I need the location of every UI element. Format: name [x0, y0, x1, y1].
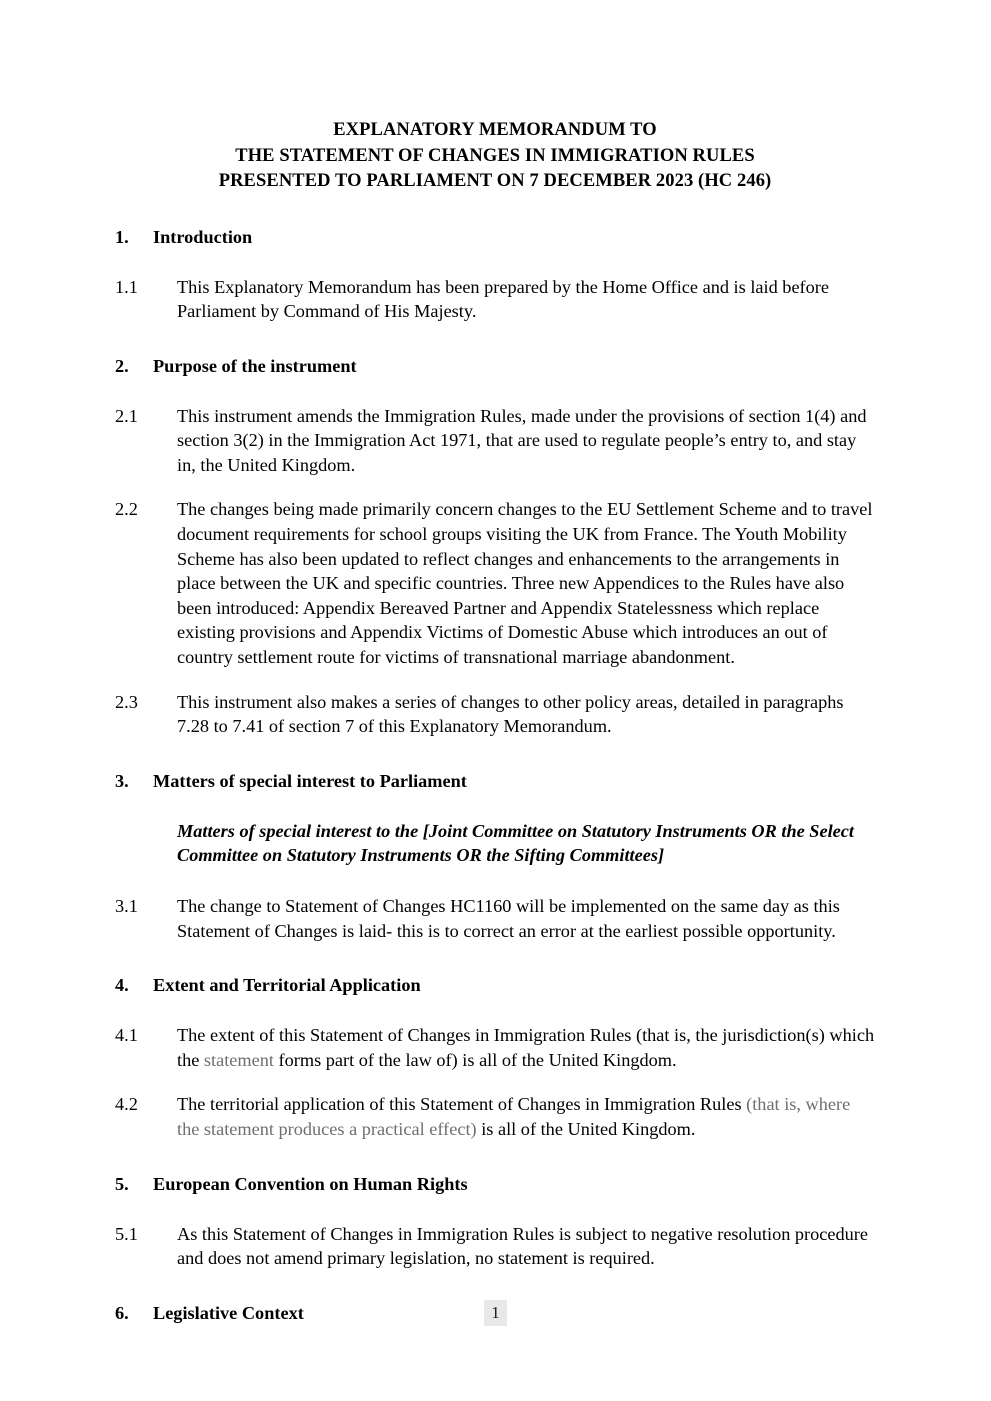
title-line-3: PRESENTED TO PARLIAMENT ON 7 DECEMBER 2023 (HC 246) — [218, 171, 772, 191]
paragraph-text — [177, 1023, 875, 1072]
section-label-2: Purpose of the instrument — [153, 355, 357, 376]
paragraph-3-1 — [115, 894, 875, 943]
paragraph-4-1 — [115, 1023, 875, 1072]
text-run: The extent of this Statement of Changes in Immigration Rules (that is, the jurisdiction(s) which the — [177, 1025, 875, 1070]
section-label-3: Matters of special interest to Parliament — [153, 770, 467, 791]
paragraph-number: 2.1 — [115, 405, 138, 426]
paragraph-1-1 — [115, 275, 875, 324]
paragraph-text: As this Statement of Changes in Immigration Rules is subject to negative resolution procedure and does not amend primary legislation, no statement is required. — [177, 1223, 869, 1269]
text-run: The territorial application of this Statement of Changes in Immigration Rules — [177, 1094, 747, 1115]
paragraph-text: The change to Statement of Changes HC1160 will be implemented on the same day as this Statement of Changes is laid- this is to correct an error at the earliest possible opportunity. — [177, 896, 840, 941]
section-label-5: European Convention on Human Rights — [153, 1173, 468, 1194]
paragraph-number: 5.1 — [115, 1223, 138, 1244]
section-label-6: Legislative Context — [153, 1302, 304, 1323]
section-heading-3 — [115, 769, 875, 793]
page-number: 1 — [484, 1300, 507, 1326]
paragraph-number: 4.2 — [115, 1094, 138, 1115]
paragraph-number: 1.1 — [115, 276, 138, 297]
paragraph-text: This instrument amends the Immigration Rules, made under the provisions of section 1(4) and section 3(2) in the Immigration Act 1971, that are used to regulate people’s entry to, and stay in, the United Kingdom. — [177, 405, 867, 475]
section-number-1: 1. — [115, 226, 129, 247]
paragraph-4-2 — [115, 1092, 875, 1141]
paragraph-number: 2.2 — [115, 499, 138, 520]
paragraph-number: 3.1 — [115, 896, 138, 916]
section-heading-5 — [115, 1172, 875, 1196]
section-number-2: 2. — [115, 355, 129, 376]
section-heading-2 — [115, 354, 875, 378]
page-footer — [0, 1300, 991, 1326]
section-label-1: Introduction — [153, 226, 253, 247]
paragraph-text: The changes being made primarily concern changes to the EU Settlement Scheme and to travel document requirements for school groups visiting the UK from France. The Youth Mobility Scheme has also been updated to reflect changes and enhancements to the arrangements in place between the UK and specific countries. Three new Appendices to the Rules have also been introduced: Appendix Bereaved Partner and Appendix Statelessness which replace existing provisions and Appendix Victims of Domestic Abuse which introduces an out of country settlement route for victims of transnational marriage abandonment. — [177, 499, 873, 668]
paragraph-text: This Explanatory Memorandum has been prepared by the Home Office and is laid before Parliament by Command of His Majesty. — [177, 276, 829, 322]
section-number-6: 6. — [115, 1302, 129, 1323]
section-number-4: 4. — [115, 975, 129, 996]
text-run-grey: statement — [203, 1049, 274, 1070]
title-line-1: EXPLANATORY MEMORANDUM TO — [333, 120, 657, 140]
paragraph-2-1 — [115, 404, 875, 478]
title-line-2: THE STATEMENT OF CHANGES IN IMMIGRATION RULES — [235, 145, 755, 166]
section-3-note: Matters of special interest to the [Joint Committee on Statutory Instruments OR the Select Committee on Statutory Instruments OR the Sifting Committees] — [177, 820, 854, 866]
paragraph-text — [177, 1092, 875, 1141]
paragraph-5-1 — [115, 1222, 875, 1271]
text-run: forms part of the law of) is all of the United Kingdom. — [273, 1049, 677, 1070]
text-run-grey: (that is, where the statement produces a practical effect) — [177, 1094, 851, 1139]
section-label-4: Extent and Territorial Application — [153, 975, 421, 996]
paragraph-2-2 — [115, 497, 875, 669]
section-number-3: 3. — [115, 770, 129, 791]
paragraph-text: This instrument also makes a series of changes to other policy areas, detailed in paragraphs 7.28 to 7.41 of section 7 of this Explanatory Memorandum. — [177, 691, 844, 737]
section-heading-4 — [115, 973, 875, 997]
text-run: is all of the United Kingdom. — [476, 1118, 696, 1139]
section-heading-1 — [115, 225, 875, 249]
paragraph-2-3 — [115, 690, 875, 739]
paragraph-number: 2.3 — [115, 691, 138, 712]
section-number-5: 5. — [115, 1173, 129, 1194]
paragraph-number: 4.1 — [115, 1025, 138, 1046]
document-title — [115, 118, 875, 195]
